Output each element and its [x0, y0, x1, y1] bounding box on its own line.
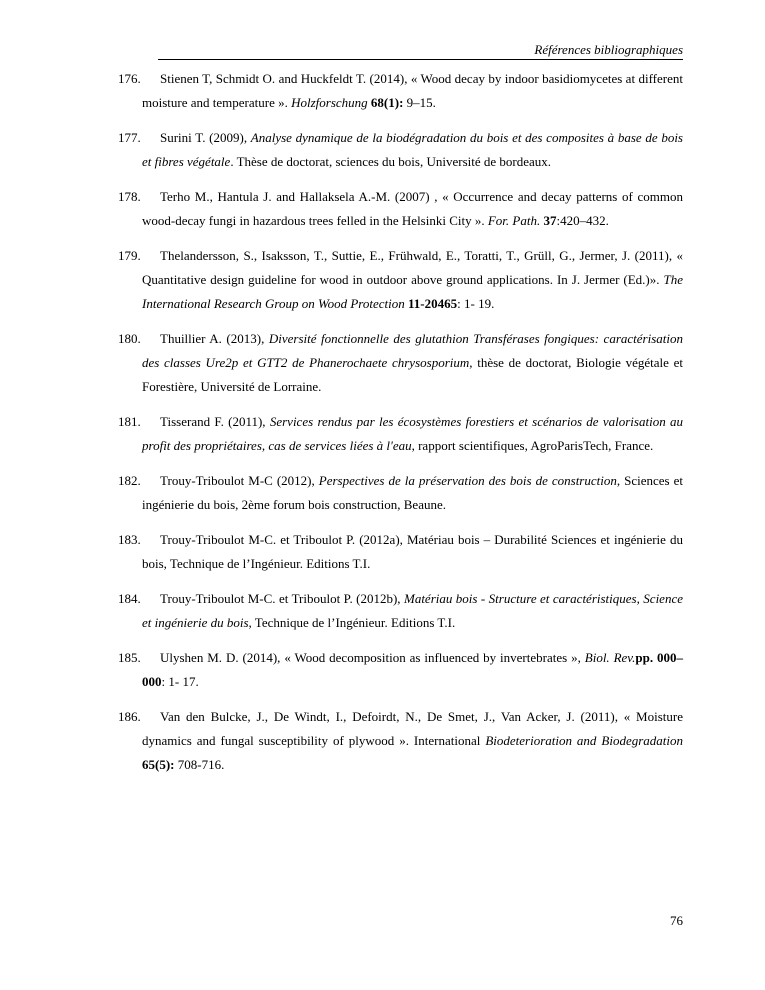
- reference-italic-text: Biodeterioration and Biodegradation: [485, 733, 683, 748]
- reference-number: 179.: [118, 248, 141, 263]
- reference-entry: [118, 646, 683, 694]
- reference-italic-text: Diversité fonctionnelle des glutathion Transférases fongiques: caractérisation des classes Ure2p et GTT2 de Phanerochaete chrysosporium: [142, 331, 683, 370]
- reference-text: , thèse de doctorat, Biologie végétale et Forestière, Université de Lorraine.: [142, 355, 683, 394]
- reference-number: 186.: [118, 709, 141, 724]
- reference-bold-text: 68(1):: [370, 95, 404, 110]
- reference-bold-text: 65(5):: [142, 757, 175, 772]
- reference-text: , rapport scientifiques, AgroParisTech, France.: [411, 438, 654, 453]
- reference-text: Surini T. (2009),: [160, 130, 251, 145]
- reference-entry: [118, 185, 683, 233]
- reference-number: 178.: [118, 189, 141, 204]
- reference-bold-text: 37: [543, 213, 557, 228]
- reference-entry: [118, 469, 683, 517]
- reference-text: Thelandersson, S., Isaksson, T., Suttie, E., Frühwald, E., Toratti, T., Grüll, G., Jermer, J. (2011), « Quantitative design guideline for wood in outdoor above ground applications. In J. Jermer (Ed.)».: [142, 248, 683, 287]
- reference-number: 184.: [118, 591, 141, 606]
- reference-text: Trouy-Triboulot M-C. et Triboulot P. (2012b),: [160, 591, 404, 606]
- reference-bold-text: pp. 000–000: [142, 650, 683, 689]
- reference-italic-text: Holzforschung: [291, 95, 368, 110]
- reference-text: , Technique de l’Ingénieur. Editions T.I.: [248, 615, 456, 630]
- reference-number: 176.: [118, 71, 141, 86]
- reference-entry: [118, 126, 683, 174]
- reference-entry: [118, 528, 683, 576]
- reference-italic-text: Perspectives de la préservation des bois de construction: [318, 473, 617, 488]
- running-header: [158, 42, 683, 60]
- reference-text: Trouy-Triboulot M-C. et Triboulot P. (2012a), Matériau bois – Durabilité Sciences et ingénierie du bois, Technique de l’Ingénieur. Editions T.I.: [142, 532, 683, 571]
- reference-number: 180.: [118, 331, 141, 346]
- reference-text: : 1- 17.: [161, 674, 199, 689]
- reference-text: : 1- 19.: [457, 296, 495, 311]
- page-number: 76: [670, 913, 683, 928]
- reference-list: [118, 67, 683, 788]
- reference-entry: [118, 327, 683, 399]
- reference-text: Terho M., Hantula J. and Hallaksela A.-M. (2007) , « Occurrence and decay patterns of common wood-decay fungi in hazardous trees felled in the Helsinki City ».: [142, 189, 683, 228]
- reference-text: Van den Bulcke, J., De Windt, I., Defoirdt, N., De Smet, J., Van Acker, J. (2011), « Moisture dynamics and fungal susceptibility of plywood ». International: [142, 709, 683, 748]
- reference-italic-text: Analyse dynamique de la biodégradation du bois et des composites à base de bois et fibres végétale: [142, 130, 683, 169]
- header-title: Références bibliographiques: [534, 42, 683, 57]
- reference-text: Trouy-Triboulot M-C (2012),: [160, 473, 319, 488]
- reference-entry: [118, 67, 683, 115]
- reference-number: 185.: [118, 650, 141, 665]
- reference-text: Thuillier A. (2013),: [160, 331, 269, 346]
- reference-text: 9–15.: [403, 95, 436, 110]
- reference-number: 182.: [118, 473, 141, 488]
- reference-italic-text: Biol. Rev.: [584, 650, 636, 665]
- reference-entry: [118, 244, 683, 316]
- reference-number: 181.: [118, 414, 141, 429]
- reference-number: 177.: [118, 130, 141, 145]
- reference-italic-text: Matériau bois - Structure et caractéristiques, Science et ingénierie du bois: [142, 591, 683, 630]
- reference-italic-text: For. Path.: [487, 213, 541, 228]
- reference-text: :420–432.: [556, 213, 609, 228]
- reference-entry: [118, 587, 683, 635]
- reference-text: . Thèse de doctorat, sciences du bois, Université de bordeaux.: [230, 154, 552, 169]
- reference-text: Ulyshen M. D. (2014), « Wood decomposition as influenced by invertebrates »,: [160, 650, 585, 665]
- reference-italic-text: The International Research Group on Wood Protection: [142, 272, 683, 311]
- reference-italic-text: Services rendus par les écosystèmes forestiers et scénarios de valorisation au profit des propriétaires, cas de services liées à l'eau: [142, 414, 683, 453]
- reference-text: Tisserand F. (2011),: [160, 414, 270, 429]
- reference-text: , Sciences et ingénierie du bois, 2ème forum bois construction, Beaune.: [142, 473, 683, 512]
- reference-entry: [118, 705, 683, 777]
- reference-entry: [118, 410, 683, 458]
- reference-number: 183.: [118, 532, 141, 547]
- reference-text: 708-716.: [174, 757, 225, 772]
- reference-text: Stienen T, Schmidt O. and Huckfeldt T. (2014), « Wood decay by indoor basidiomycetes at different moisture and temperature ».: [142, 71, 683, 110]
- reference-bold-text: 11-20465: [408, 296, 458, 311]
